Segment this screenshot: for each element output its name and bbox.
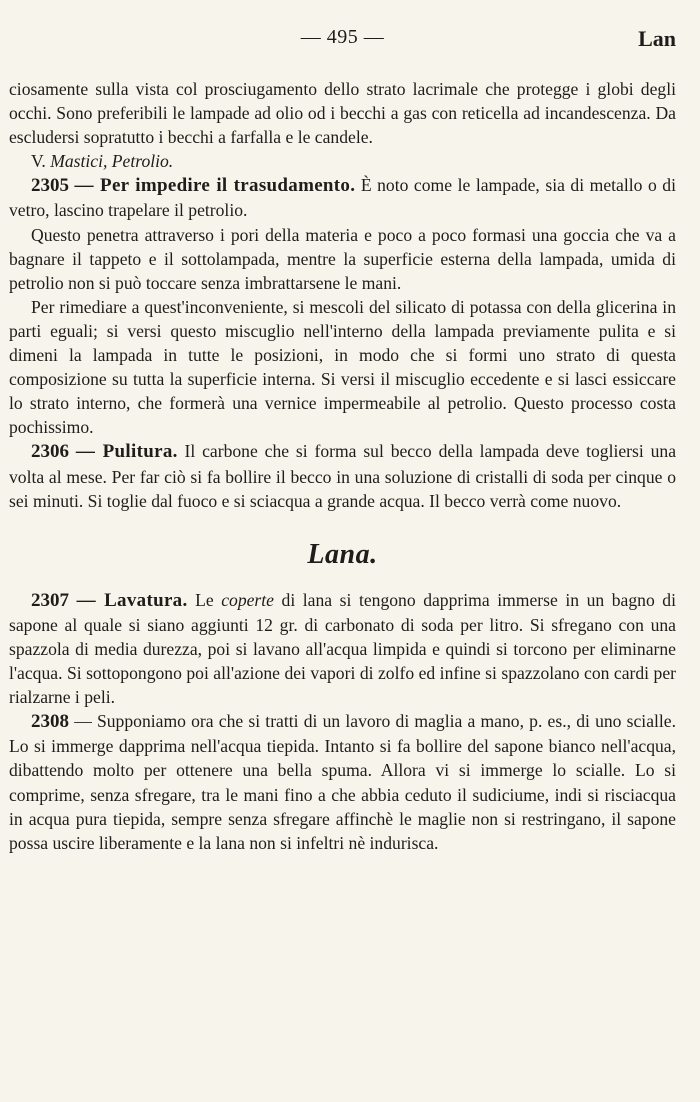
- paragraph-text: Questo penetra attraverso i pori della materia e poco a poco formasi una goccia che va a bagnare il tappeto e il sottolampada, mentre la superficie esterna della lampada, umida di petrolio non si può toccare senza imbrattarsene le mani.: [9, 224, 676, 293]
- entry-text: È noto come le lampade, sia di metallo o di vetro, lascino trapelare il petrolio.: [9, 175, 676, 221]
- entry-2308: [9, 709, 676, 855]
- page-number: — 495 —: [300, 26, 385, 48]
- entry-title: — Pulitura.: [75, 441, 178, 463]
- entry-2306: [9, 439, 676, 512]
- entry-number: 2308: [31, 711, 69, 733]
- see-also-references: Mastici, Petrolio.: [50, 151, 174, 172]
- entry-text-italic: coperte: [221, 589, 274, 610]
- see-also-line: [9, 149, 676, 173]
- entry-text: — Supponiamo ora che si tratti di un lavoro di maglia a mano, p. es., di uno scialle. Lo si immerge dapprima nell'acqua tiepida. Intanto si fa bollire del sapone bianco nell'acqua, dibattendo molto per ottenere una bella spuma. Allora vi si immerge lo scialle. Lo si comprime, senza sfregare, tra le mani fino a che abbia ceduto il sudiciume, indi si risciacqua in acqua pura tiepida, sempre senza sfregare affinchè le maglie non si restringano, il sapone possa uscire liberamente e la lana non si infeltri nè indurisca.: [9, 711, 676, 853]
- entry-2307: [9, 588, 676, 709]
- paragraph: [9, 223, 676, 295]
- running-title: Lan: [638, 26, 676, 51]
- entry-text: di lana si tengono dapprima immerse in un bagno di sapone al quale si siano aggiunti 12 gr. di carbonato di soda per litro. Si sfregano con una spazzola di media durezza, poi si lavano all'acqua limpida e quindi si torcono per eliminarne l'acqua. Si sottopongono poi all'azione dei vapori di zolfo ed infine si spazzolano con cardi per rialzarne i peli.: [9, 589, 676, 708]
- paragraph-text: ciosamente sulla vista col prosciugamento dello strato lacrimale che protegge i globi degli occhi. Sono preferibili le lampade ad olio od i becchi a gas con reticella ad incandescenza. Da escludersi sopratutto i becchi a farfalla e le candele.: [9, 79, 676, 148]
- body-text: [9, 77, 676, 855]
- entry-number: 2307: [31, 589, 69, 611]
- entry-number: 2305: [31, 175, 69, 197]
- paragraph-continuation: [9, 77, 676, 149]
- entry-text: Le: [187, 589, 222, 610]
- entry-text: Il carbone che si forma sul becco della lampada deve togliersi una volta al mese. Per far ciò si fa bollire il becco in una soluzione di cristalli di soda per cinque o sei minuti. Si toglie dal fuoco e si sciacqua a grande acqua. Il becco verrà come nuovo.: [9, 441, 677, 511]
- section-heading: Lana.: [307, 538, 378, 570]
- running-head: [9, 26, 676, 54]
- paragraph-text: Per rimediare a quest'inconveniente, si mescoli del silicato di potassa con della glicerina in parti eguali; si versi questo miscuglio nell'interno della lampada previamente pulita e si dimeni la lampada in tutte le posizioni, in modo che si formi uno strato di questa composizione su tutta la superficie interna. Si versi il miscuglio eccedente e si lasci essiccare lo strato interno, che formerà una vernice impermeabile al petrolio. Questo processo costa pochissimo.: [9, 296, 676, 438]
- entry-number: 2306: [31, 441, 69, 463]
- see-also-prefix: V.: [31, 151, 51, 172]
- entry-2305: [9, 173, 676, 222]
- paragraph: [9, 295, 676, 440]
- entry-title: — Per impedire il trasudamento.: [74, 175, 356, 197]
- entry-title: — Lavatura.: [76, 589, 188, 611]
